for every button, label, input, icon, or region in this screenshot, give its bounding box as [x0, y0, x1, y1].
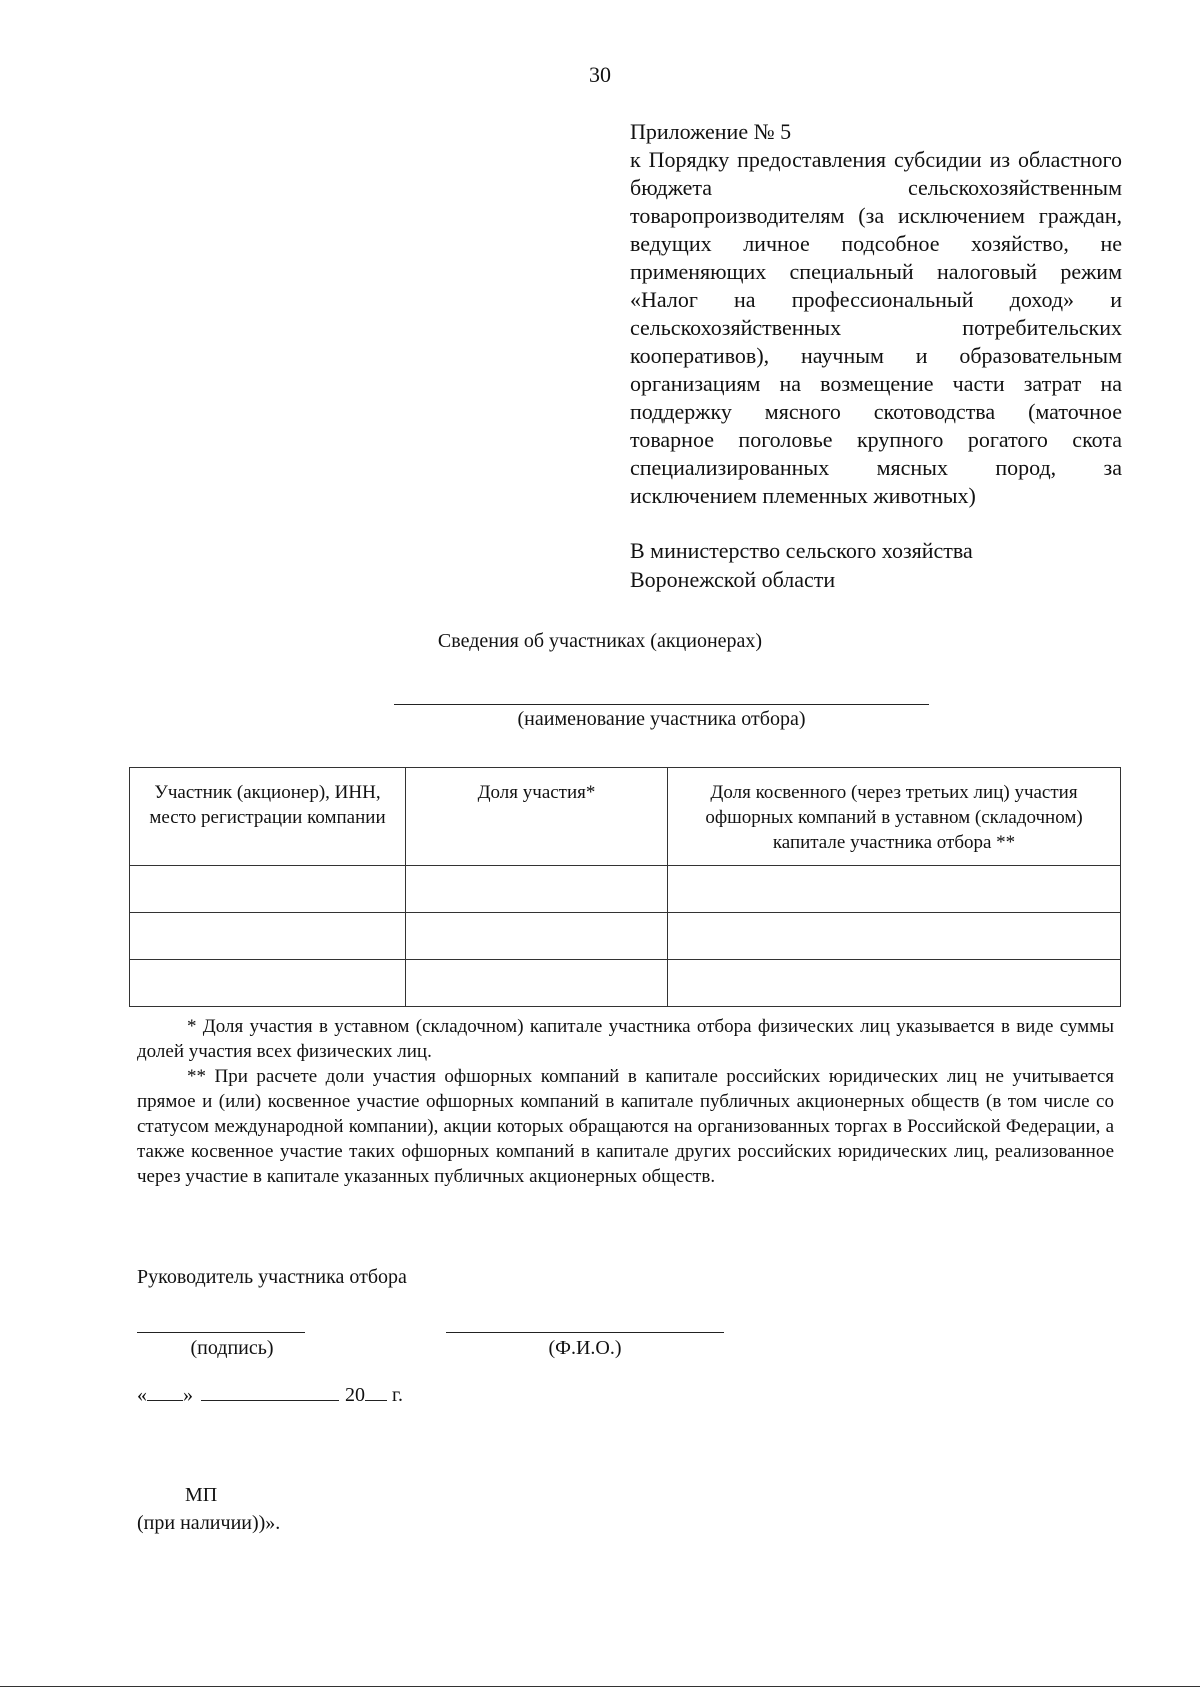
document-title: [0, 630, 1200, 653]
table-cell[interactable]: [406, 913, 668, 960]
date-close-quote: »: [183, 1384, 193, 1406]
date-year-suffix: г.: [392, 1384, 403, 1406]
page-bottom-divider: [0, 1686, 1200, 1687]
table-cell[interactable]: [130, 913, 406, 960]
table-cell[interactable]: [668, 960, 1121, 1007]
date-day-field[interactable]: [147, 1382, 183, 1401]
manager-label: Руководитель участника отбора: [137, 1266, 407, 1288]
full-name-caption: (Ф.И.О.): [548, 1337, 622, 1359]
signature-field[interactable]: [137, 1332, 305, 1333]
table-row: [130, 913, 1121, 960]
table-row: [130, 960, 1121, 1007]
participant-name-caption: (наименование участника отбора): [517, 708, 806, 730]
stamp-label: МП: [185, 1484, 218, 1506]
table-cell[interactable]: [406, 866, 668, 913]
table-row: [130, 866, 1121, 913]
recipient-block: [630, 536, 1150, 594]
page-number: 30: [589, 62, 611, 87]
table-cell[interactable]: [130, 960, 406, 1007]
table-header-participant: Участник (акционер), ИНН, место регистрации компании: [130, 768, 406, 866]
participant-name-field[interactable]: [394, 704, 929, 705]
footnotes: [137, 1014, 1114, 1189]
date-year-prefix: 20: [345, 1384, 365, 1406]
table-header-share: Доля участия*: [406, 768, 668, 866]
participants-table: [129, 767, 1121, 1007]
recipient-line-2: Воронежской области: [630, 567, 836, 592]
document-title-text: Сведения об участниках (акционерах): [437, 630, 763, 652]
table-header-offshore-share: Доля косвенного (через третьих лиц) участия офшорных компаний в уставном (складочном) капитале участника отбора **: [668, 768, 1121, 866]
footnote-2: ** При расчете доли участия офшорных компаний в капитале российских юридических лиц не учитывается прямое и (или) косвенное участие офшорных компаний в капитале публичных акционерных обществ (в том числе со статусом международной компании), акции которых обращаются на организованных торгах в Российской Федерации, а также косвенное участие таких офшорных компаний в капитале других российских юридических лиц, реализованное через участие в капитале указанных публичных акционерных обществ.: [137, 1066, 1114, 1187]
full-name-field[interactable]: [446, 1332, 724, 1333]
signature-caption: (подпись): [190, 1337, 274, 1359]
date-year-field[interactable]: [365, 1382, 387, 1401]
appendix-text: к Порядку предоставления субсидии из областного бюджета сельскохозяйственным товаропроизводителям (за исключением граждан, ведущих личное подсобное хозяйство, не применяющих специальный налоговый режим «Налог на профессиональный доход» и сельскохозяйственных потребительских кооперативов), научным и образовательным организациям на возмещение части затрат на поддержку мясного скотоводства (маточное товарное поголовье крупного рогатого скота специализированных мясных пород, за исключением племенных животных): [630, 147, 1122, 508]
stamp-note: (при наличии))».: [137, 1512, 281, 1534]
appendix-title: Приложение № 5: [630, 119, 792, 144]
date-open-quote: «: [137, 1384, 147, 1406]
recipient-line-1: В министерство сельского хозяйства: [630, 538, 973, 563]
appendix-block: [630, 118, 1122, 510]
table-header-row: [130, 768, 1121, 866]
date-row: [137, 1382, 403, 1407]
table-cell[interactable]: [668, 913, 1121, 960]
table-cell[interactable]: [668, 866, 1121, 913]
table-cell[interactable]: [130, 866, 406, 913]
table-cell[interactable]: [406, 960, 668, 1007]
footnote-1: * Доля участия в уставном (складочном) капитале участника отбора физических лиц указывается в виде суммы долей участия всех физических лиц.: [137, 1016, 1114, 1062]
date-month-field[interactable]: [201, 1382, 339, 1401]
